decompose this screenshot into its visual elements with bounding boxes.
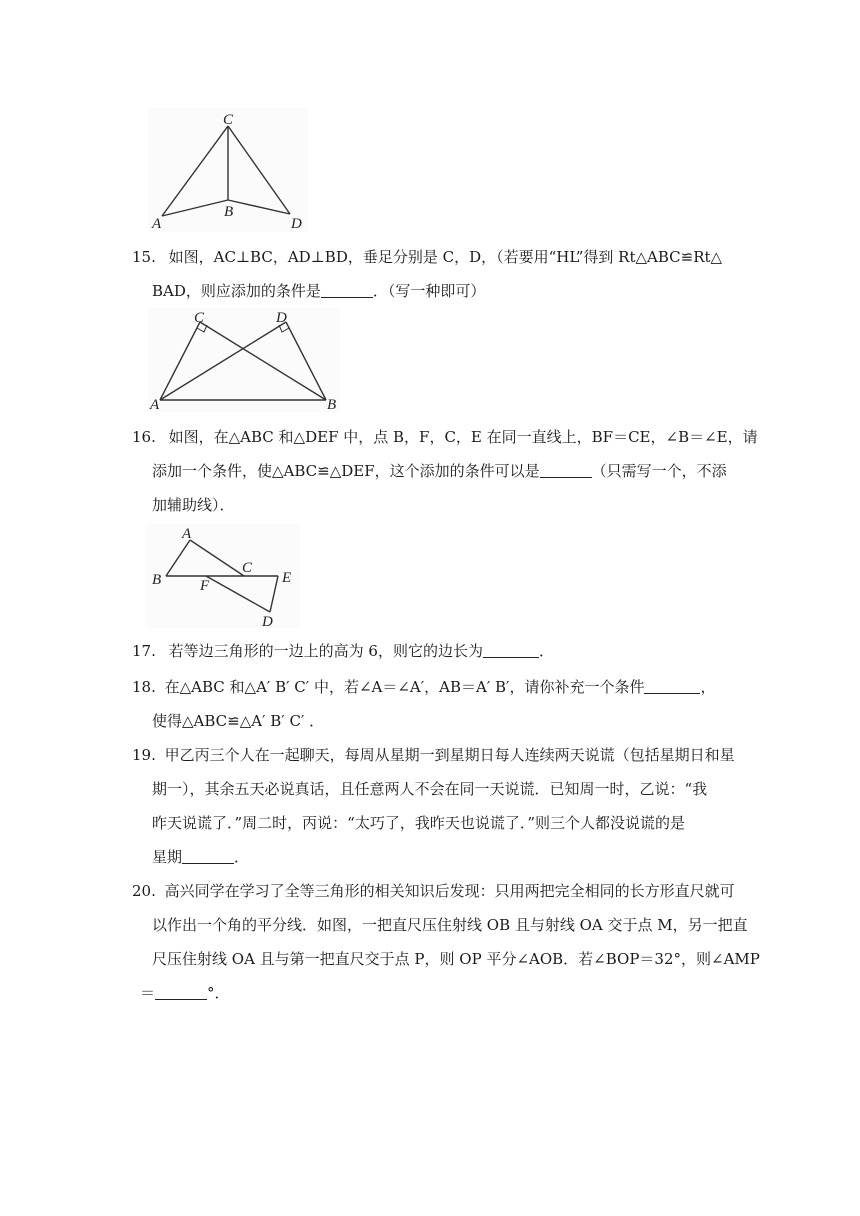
question-text-line1a: 若等边三角形的一边上的高为 6，则它的边长为 bbox=[168, 642, 483, 660]
label-b: B bbox=[327, 397, 337, 412]
question-number: 18. bbox=[132, 678, 156, 696]
question-text-line4b: ． bbox=[234, 848, 250, 866]
label-c: C bbox=[223, 112, 234, 128]
question-number: 19. bbox=[132, 746, 156, 764]
answer-blank[interactable] bbox=[182, 847, 234, 864]
question-number: 20. bbox=[132, 882, 156, 900]
figure-q14 bbox=[148, 108, 308, 232]
question-text-line2: 以作出一个角的平分线．如图，一把直尺压住射线 OB 且与射线 OA 交于点 M，另一把直 bbox=[152, 916, 748, 934]
question-text-line3: 尺压住射线 OA 且与第一把直尺交于点 P，则 OP 平分∠AOB．若∠BOP＝32°，则∠AMP bbox=[152, 950, 760, 968]
question-text-line2b: ．（写一种即可） bbox=[372, 282, 486, 300]
question-number: 17. bbox=[132, 642, 156, 660]
question-text-line2a: BAD，则应添加的条件是 bbox=[152, 282, 321, 300]
label-e: E bbox=[282, 570, 292, 586]
question-text-line4a: 星期 bbox=[152, 848, 183, 866]
question-text-line4b: °． bbox=[207, 984, 230, 1002]
triangle-diagram-q14 bbox=[148, 108, 308, 232]
label-c: C bbox=[242, 560, 253, 576]
question-15 bbox=[132, 240, 732, 308]
question-text-line2: 使得△ABC≌△A′ B′ C′ ． bbox=[152, 712, 325, 730]
label-d: D bbox=[262, 614, 273, 628]
question-text-line1b: ． bbox=[538, 642, 554, 660]
label-a: A bbox=[152, 216, 162, 232]
question-text-line3: 昨天说谎了．”周二时，丙说：“太巧了，我昨天也说谎了．”则三个人都没说谎的是 bbox=[152, 814, 686, 832]
question-number: 15. bbox=[132, 248, 156, 266]
question-text-line1: 高兴同学在学习了全等三角形的相关知识后发现：只用两把完全相同的长方形直尺就可 bbox=[164, 882, 735, 900]
question-text-line1b: ， bbox=[700, 678, 716, 696]
label-a: A bbox=[182, 526, 192, 542]
question-17 bbox=[132, 634, 732, 668]
question-text-line2b: （只需写一个，不添 bbox=[591, 462, 727, 480]
question-text-line4a: ＝ bbox=[140, 984, 156, 1002]
label-c: C bbox=[194, 310, 205, 326]
label-a: A bbox=[150, 397, 160, 412]
answer-blank[interactable] bbox=[155, 983, 207, 1000]
two-triangles-on-line-diagram bbox=[146, 524, 300, 628]
question-text-line1a: 在△ABC 和△A′ B′ C′ 中，若∠A＝∠A′，AB＝A′ B′，请你补充一个条件 bbox=[164, 678, 645, 696]
question-text-line2a: 添加一个条件，使△ABC≌△DEF，这个添加的条件可以是 bbox=[152, 462, 540, 480]
question-16 bbox=[132, 420, 758, 522]
question-text-line1: 如图，在△ABC 和△DEF 中，点 B，F，C，E 在同一直线上，BF＝CE，∠B＝∠E，请 bbox=[168, 428, 758, 446]
question-20 bbox=[132, 874, 760, 1010]
figure-q15 bbox=[148, 308, 340, 412]
question-text-line1: 如图，AC⊥BC，AD⊥BD，垂足分别是 C，D，（若要用“HL”得到 Rt△ABC≌Rt△ bbox=[168, 248, 723, 266]
label-b: B bbox=[224, 204, 234, 220]
answer-blank[interactable] bbox=[644, 677, 700, 694]
question-text-line3: 加辅助线）． bbox=[152, 496, 235, 514]
label-d: D bbox=[276, 310, 287, 326]
label-d: D bbox=[291, 216, 302, 232]
label-f: F bbox=[200, 578, 210, 594]
answer-blank[interactable] bbox=[483, 641, 539, 658]
question-18 bbox=[132, 670, 732, 738]
question-text-line1: 甲乙丙三个人在一起聊天，每周从星期一到星期日每人连续两天说谎（包括星期日和星 bbox=[164, 746, 735, 764]
question-19 bbox=[132, 738, 735, 874]
question-text-line2: 期一），其余五天必说真话，且任意两人不会在同一天说谎．已知周一时，乙说：“我 bbox=[152, 780, 708, 798]
label-b: B bbox=[152, 572, 162, 588]
figure-q16 bbox=[146, 524, 300, 628]
answer-blank[interactable] bbox=[321, 281, 373, 298]
question-number: 16. bbox=[132, 428, 156, 446]
crossed-right-triangles-diagram bbox=[148, 308, 340, 412]
answer-blank[interactable] bbox=[540, 461, 592, 478]
